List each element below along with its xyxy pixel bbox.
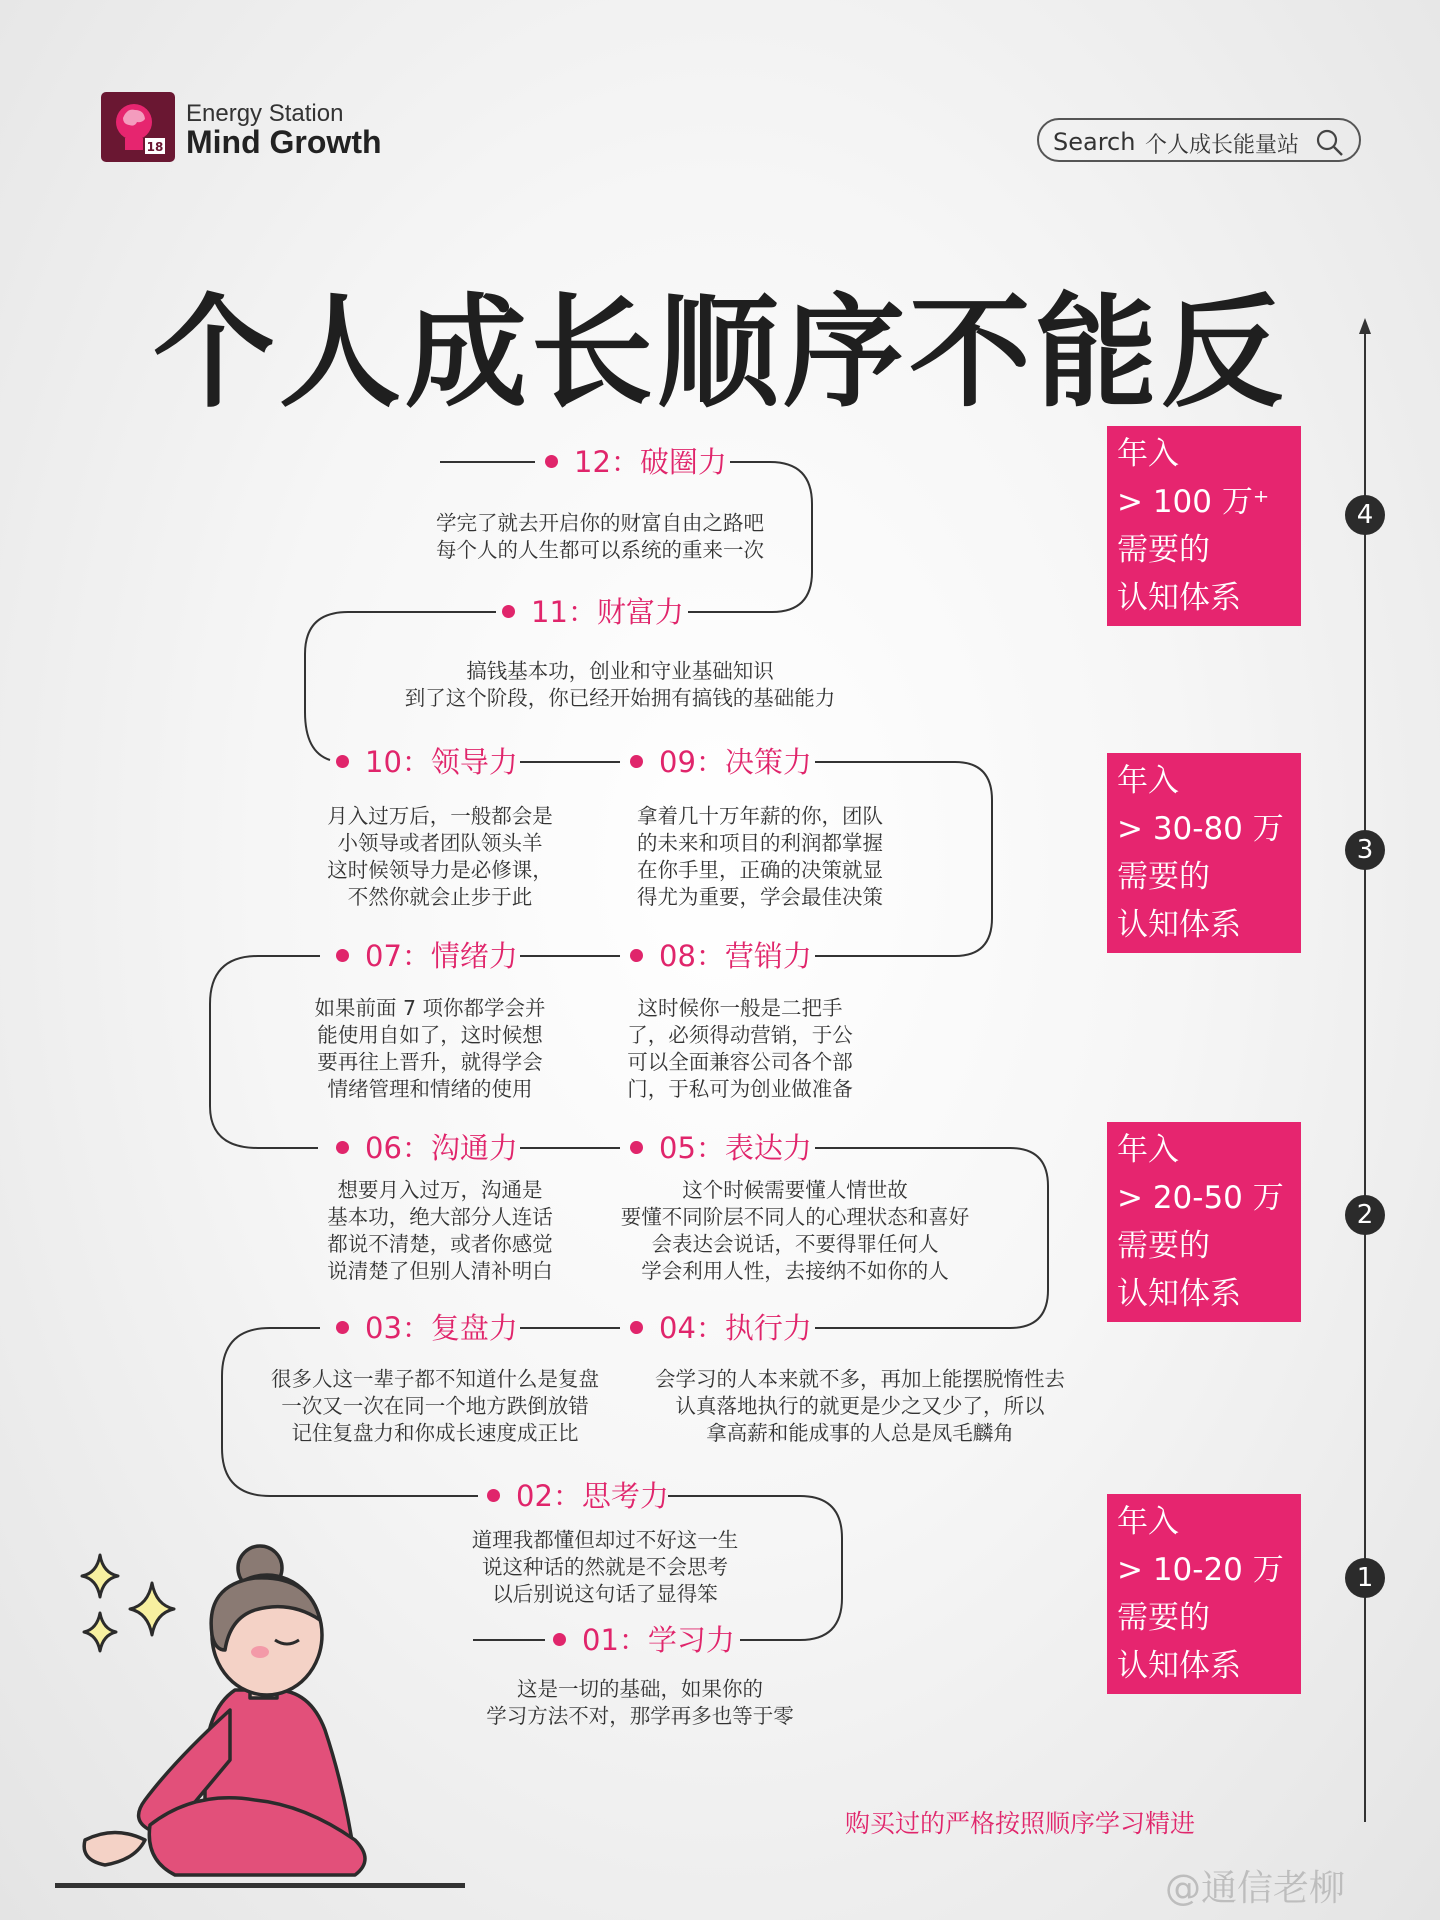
step-dot <box>553 1633 566 1646</box>
meditating-girl-illustration <box>55 1540 465 1885</box>
step-09-description: 拿着几十万年薪的你，团队 的未来和项目的利润都掌握 在你手里，正确的决策就显 得尤为重要，学会最佳决策 <box>637 804 883 909</box>
level-1-badge: 1 <box>1345 1558 1385 1598</box>
level-2-badge: 2 <box>1345 1195 1385 1235</box>
income-level-2-box: 年入 > 20-50 万 需要的 认知体系 <box>1107 1122 1301 1322</box>
step-dot <box>502 605 515 618</box>
step-dot <box>336 755 349 768</box>
step-05-description: 这个时候需要懂人情世故 要懂不同阶层不同人的心理状态和喜好 会表达会说话，不要得罪任何人 学会利用人性，去接纳不如你的人 <box>620 1178 970 1283</box>
income-level-1-box: 年入 > 10-20 万 需要的 认知体系 <box>1107 1494 1301 1694</box>
step-07-description: 如果前面 7 项你都学会并 能使用自如了，这时候想 要再往上晋升，就得学会 情绪管理和情绪的使用 <box>314 996 546 1101</box>
step-12-description: 学完了就去开启你的财富自由之路吧 每个人的人生都可以系统的重来一次 <box>436 511 764 562</box>
search-label: Search <box>1053 128 1136 156</box>
step-01-description: 这是一切的基础，如果你的 学习方法不对，那学再多也等于零 <box>486 1677 794 1728</box>
search-site-name: 个人成长能量站 <box>1145 133 1300 158</box>
svg-text:18: 18 <box>146 140 164 154</box>
step-dot <box>487 1489 500 1502</box>
step-dot <box>336 1141 349 1154</box>
floor-line <box>55 1883 465 1888</box>
brand-subtitle: Energy Station <box>186 100 344 127</box>
step-06-description: 想要月入过万，沟通是 基本功，绝大部分人连话 都说不清楚，或者你感觉 说清楚了但别人清补明白 <box>327 1178 553 1283</box>
step-01-title: 01：学习力 <box>553 1623 735 1657</box>
step-dot <box>630 1141 643 1154</box>
step-07-title: 07：情绪力 <box>336 939 518 973</box>
watermark: @通信老柳 <box>1165 1868 1346 1909</box>
step-05-title: 05：表达力 <box>630 1131 812 1165</box>
step-02-description: 道理我都懂但却过不好这一生 说这种话的然就是不会思考 以后别说这句话了显得笨 <box>471 1528 739 1606</box>
step-08-title: 08：营销力 <box>630 939 812 973</box>
step-04-description: 会学习的人本来就不多，再加上能摆脱惰性去 认真落地执行的就更是少之又少了，所以 拿高薪和能成事的人总是凤毛麟角 <box>655 1367 1065 1445</box>
step-11-description: 搞钱基本功，创业和守业基础知识 到了这个阶段，你已经开始拥有搞钱的基础能力 <box>404 659 836 710</box>
step-03-title: 03：复盘力 <box>336 1311 518 1345</box>
step-09-title: 09：决策力 <box>630 745 812 779</box>
step-dot <box>336 949 349 962</box>
step-10-title: 10：领导力 <box>336 745 518 779</box>
step-06-title: 06：沟通力 <box>336 1131 518 1165</box>
step-dot <box>336 1321 349 1334</box>
page-title: 个人成长顺序不能反 <box>153 282 1287 424</box>
step-dot <box>545 455 558 468</box>
step-02-title: 02：思考力 <box>487 1479 669 1513</box>
step-10-description: 月入过万后，一般都会是 小领导或者团队领头羊 这时候领导力是必修课， 不然你就会止步于此 <box>327 804 553 909</box>
step-03-description: 很多人这一辈子都不知道什么是复盘 一次又一次在同一个地方跌倒放错 记住复盘力和你成长速度成正比 <box>271 1367 599 1445</box>
step-11-title: 11：财富力 <box>502 595 684 629</box>
brand-name: Mind Growth <box>186 124 382 160</box>
income-level-3-box: 年入 > 30-80 万 需要的 认知体系 <box>1107 753 1301 953</box>
step-dot <box>630 755 643 768</box>
step-04-title: 04：执行力 <box>630 1311 812 1345</box>
step-dot <box>630 949 643 962</box>
step-dot <box>630 1321 643 1334</box>
footer-note: 购买过的严格按照顺序学习精进 <box>845 1809 1196 1838</box>
step-08-description: 这时候你一般是二把手 了，必须得动营销，于公 可以全面兼容公司各个部 门，于私可为创业做准备 <box>627 996 853 1101</box>
step-12-title: 12：破圈力 <box>545 445 727 479</box>
level-4-badge: 4 <box>1345 495 1385 535</box>
income-level-4-box: 年入 > 100 万⁺ 需要的 认知体系 <box>1107 426 1301 626</box>
level-3-badge: 3 <box>1345 830 1385 870</box>
